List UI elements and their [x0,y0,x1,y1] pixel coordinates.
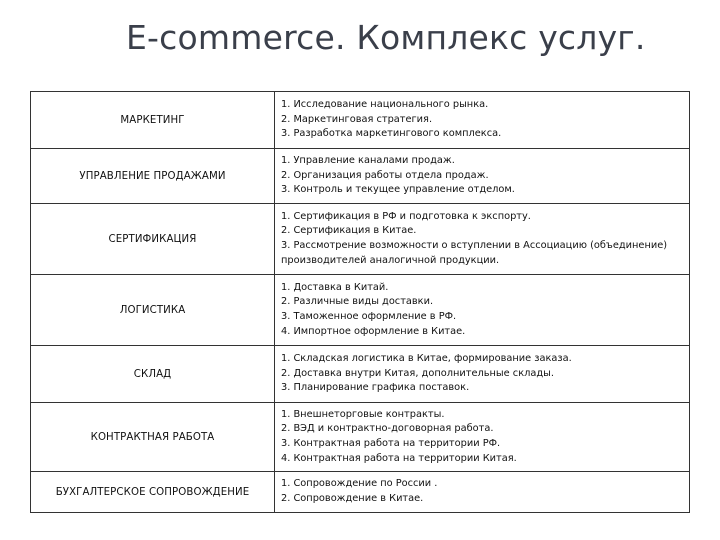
service-items [275,403,690,472]
service-name: КОНТРАКТНАЯ РАБОТА [31,403,275,472]
service-name: УПРАВЛЕНИЕ ПРОДАЖАМИ [31,149,275,204]
table-row-marketing [31,92,690,149]
services-table-body [31,92,690,513]
page-title: E-commerce. Комплекс услуг. [126,18,646,57]
service-item: 3. Таможенное оформление в РФ. [281,311,457,322]
service-item: 1. Доставка в Китай. [281,281,389,293]
service-items [275,346,690,403]
service-items [275,149,690,204]
service-item: 1. Складская логистика в Китае, формирование заказа. [281,353,572,365]
service-name: СЕРТИФИКАЦИЯ [31,204,275,275]
service-items [275,472,690,513]
service-items [275,275,690,346]
table-row-contract-work [31,403,690,472]
service-item: 4. Контрактная работа на территории Китая. [281,452,517,464]
service-item: 1. Управление каналами продаж. [281,155,455,167]
service-item: 2. Доставка внутри Китая, дополнительные склады. [281,367,554,379]
service-item: 3. Разработка маркетингового комплекса. [281,128,502,140]
table-row-sales-management [31,149,690,204]
service-item: 1. Внешнеторговые контракты. [281,408,445,420]
service-item: 1. Сопровождение по России . [281,478,438,490]
services-table [30,91,690,513]
table-row-certification [31,204,690,275]
service-item: 1. Исследование национального рынка. [281,99,489,111]
service-item: 1. Сертификация в РФ и подготовка к экспорту. [281,210,531,222]
service-item: 3. Планирование графика поставок. [281,382,470,394]
table-row-warehouse [31,346,690,403]
service-item: 3. Контрактная работа на территории РФ. [281,438,501,449]
service-item: 3. Контроль и текущее управление отделом. [281,184,515,196]
table-row-accounting [31,472,690,513]
service-name: МАРКЕТИНГ [31,92,275,149]
service-item: 2. ВЭД и контрактно-договорная работа. [281,423,494,435]
service-name: СКЛАД [31,346,275,403]
service-items [275,92,690,149]
service-item: 2. Сопровождение в Китае. [281,493,424,504]
table-row-logistics [31,275,690,346]
service-name: ЛОГИСТИКА [31,275,275,346]
service-item: 2. Различные виды доставки. [281,296,434,308]
service-item: 2. Организация работы отдела продаж. [281,169,489,181]
service-item: 2. Маркетинговая стратегия. [281,113,433,125]
service-item: 3. Рассмотрение возможности о вступлении в Ассоциацию (объединение) производителей аналогичной продукции. [281,240,668,266]
service-item: 4. Импортное оформление в Китае. [281,325,466,337]
service-items [275,204,690,275]
service-name: БУХГАЛТЕРСКОЕ СОПРОВОЖДЕНИЕ [31,472,275,513]
service-item: 2. Сертификация в Китае. [281,225,417,237]
